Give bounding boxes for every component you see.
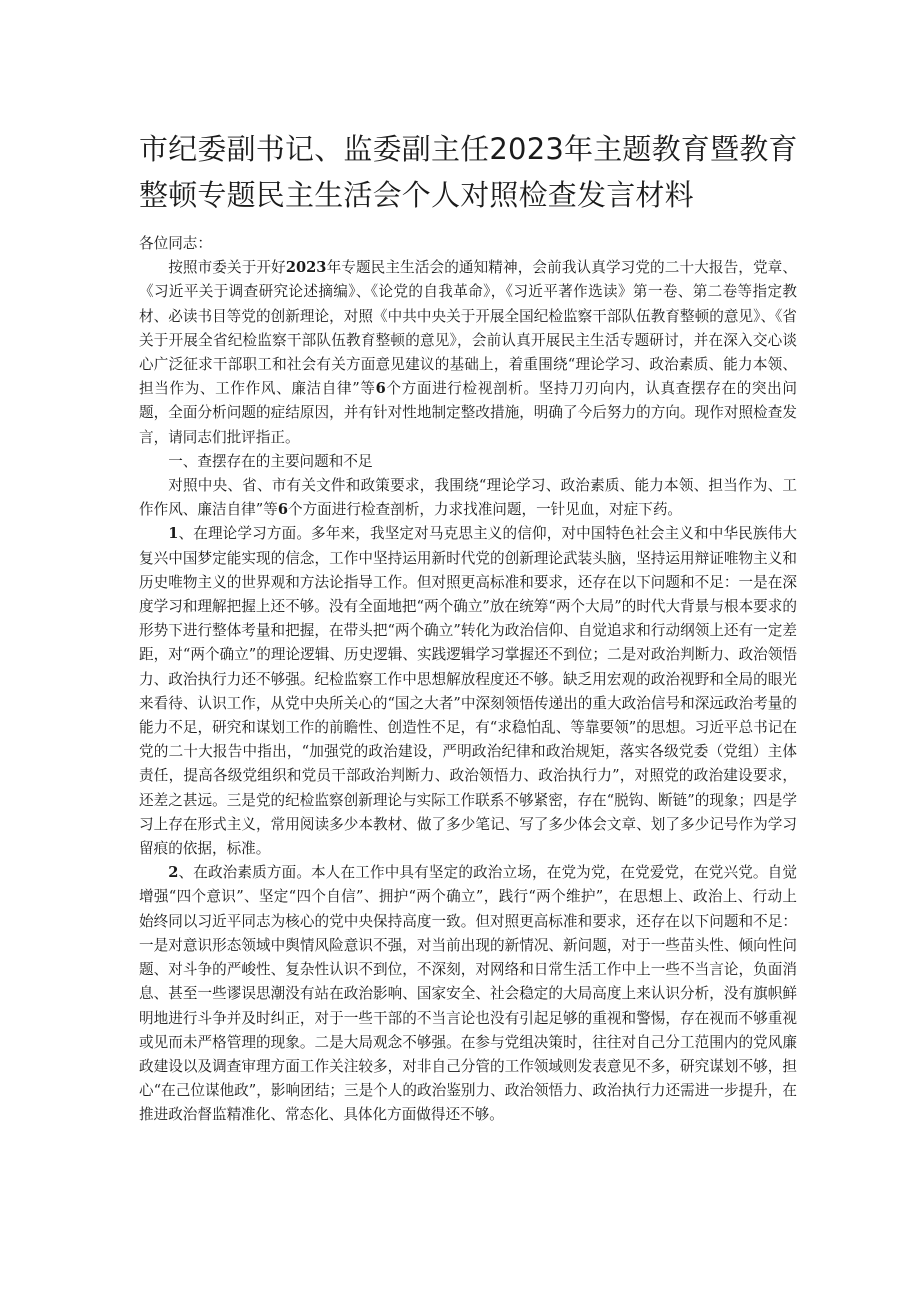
item1-number: 1: [168, 525, 179, 543]
intro-paragraph: [139, 256, 797, 450]
item2-paragraph: [139, 861, 797, 1127]
section1-heading: 一、查摆存在的主要问题和不足: [168, 452, 373, 470]
intro-text-part2: 年专题民主生活会的通知精神，会前我认真学习党的二十大报告，党章、《习近平关于调查研究论述摘编》、《论党的自我革命》，《习近平著作选读》第一卷、第二卷等指定教材、必读书目等党的创新理论，对照《中共中央关于开展全国纪检监察干部队伍教育整顿的意见》、《省关于开展全省纪检监察干部队伍教育整顿的意见》，会前认真开展民主生活专题研讨，并在深入交心谈心广泛征求干部职工和社会有关方面意见建议的基础上，着重围绕“理论学习、政治素质、能力本领、担当作为、工作作风、廉洁自律”等: [139, 259, 797, 398]
section1-intro-part2: 个方面进行检查剖析，力求找准问题，一针见血，对症下药。: [287, 501, 683, 519]
document-body: [139, 232, 797, 1128]
item2-number: 2: [168, 864, 179, 882]
section1-intro-number: 6: [277, 501, 288, 519]
item1-text: 、在理论学习方面。多年来，我坚定对马克思主义的信仰，对中国特色社会主义和中华民族伟大复兴中国梦定能实现的信念，工作中坚持运用新时代党的创新理论武装头脑，坚持运用辩证唯物主义和历史唯物主义的世界观和方法论指导工作。但对照更高标准和要求，还存在以下问题和不足：一是在深度学习和理解把握上还不够。没有全面地把“两个确立”放在统筹“两个大局”的时代大背景与根本要求的形势下进行整体考量和把握，在带头把“两个确立”转化为政治信仰、自觉追求和行动纲领上还有一定差距，对“两个确立”的理论逻辑、历史逻辑、实践逻辑学习掌握还不到位；二是对政治判断力、政治领悟力、政治执行力还不够强。纪检监察工作中思想解放程度还不够。缺乏用宏观的政治视野和全局的眼光来看待、认识工作，从党中央所关心的“国之大者”中深刻领悟传递出的重大政治信号和深远政治考量的能力不足，研究和谋划工作的前瞻性、创造性不足，有“求稳怕乱、等靠要领”的思想。习近平总书记在党的二十大报告中指出，“加强党的政治建设，严明政治纪律和政治规矩，落实各级党委（党组）主体责任，提高各级党组织和党员干部政治判断力、政治领悟力、政治执行力”，对照党的政治建设要求，还差之甚远。三是党的纪检监察创新理论与实际工作联系不够紧密，存在“脱钩、断链”的现象；四是学习上存在形式主义，常用阅读多少本教材、做了多少笔记、写了多少体会文章、划了多少记号作为学习留痕的依据，标准。: [139, 525, 797, 858]
intro-text-part1: 按照市委关于开好: [168, 259, 286, 277]
item2-text: 、在政治素质方面。本人在工作中具有坚定的政治立场，在党为党，在党爱党，在党兴党。自觉增强“四个意识”、坚定“四个自信”、拥护“两个确立”，践行“两个维护”，在思想上、政治上、行动上始终同以习近平同志为核心的党中央保持高度一致。但对照更高标准和要求，还存在以下问题和不足：一是对意识形态领域中舆情风险意识不强，对当前出现的新情况、新问题，对于一些苗头性、倾向性问题、对斗争的严峻性、复杂性认识不到位，不深刻，对网络和日常生活工作中上一些不当言论，负面消息、甚至一些谬误思潮没有站在政治影响、国家安全、社会稳定的大局高度上来认识分析，没有旗帜鲜明地进行斗争并及时纠正，对于一些干部的不当言论也没有引起足够的重视和警惕，存在视而不够重视或见而未严格管理的现象。二是大局观念不够强。在参与党组决策时，往往对自己分工范围内的党风廉政建设以及调查审理方面工作关注较多，对非自己分管的工作领域则发表意见不多，研究谋划不够，担心“在己位谋他政”，影响团结；三是个人的政治鉴别力、政治领悟力、政治执行力还需进一步提升，在推进政治督监精准化、常态化、具体化方面做得还不够。: [139, 864, 797, 1124]
section1-intro-part1: 对照中央、省、市有关文件和政策要求，我围绕“理论学习、政治素质、能力本领、担当作为、工作作风、廉洁自律”等: [139, 477, 797, 519]
document-title: 市纪委副书记、监委副主任2023年主题教育暨教育整顿专题民主生活会个人对照检查发言材料: [139, 132, 798, 212]
salutation: 各位同志：: [139, 235, 212, 252]
section1-intro-paragraph: [139, 474, 797, 522]
item1-paragraph: [139, 522, 797, 861]
intro-year: 2023: [285, 259, 327, 277]
intro-text-part3: 个方面进行检视剖析。坚持刀刃向内，认真查摆存在的突出问题，全面分析问题的症结原因，并有针对性地制定整改措施，明确了今后努力的方向。现作对照检查发言，请同志们批评指正。: [139, 380, 797, 446]
intro-number: 6: [375, 380, 386, 398]
